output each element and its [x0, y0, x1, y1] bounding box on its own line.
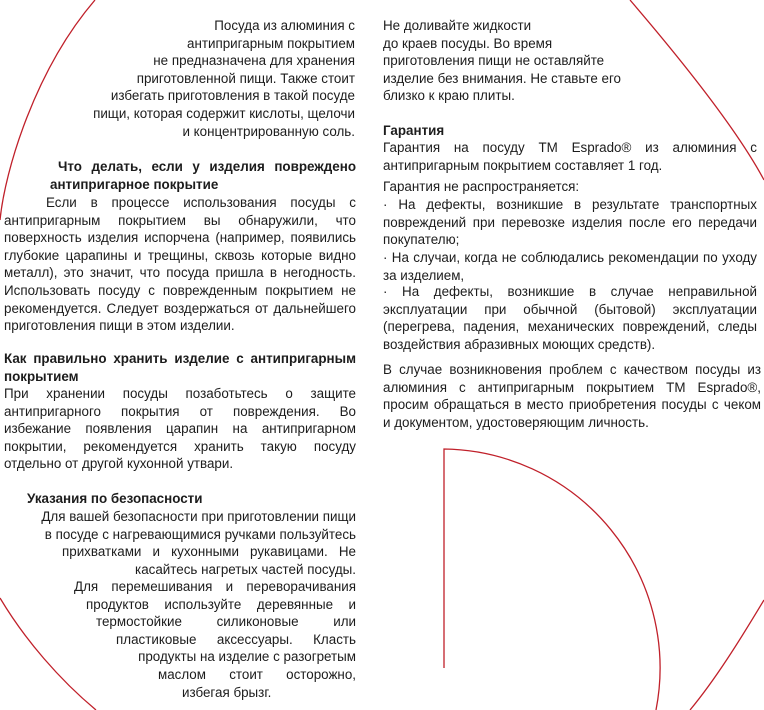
right-top-line: близко к краю плиты. — [383, 88, 515, 104]
intro-line: и концентрированную соль. — [182, 123, 355, 139]
damaged-coating-text: Если в процессе использования посуды с антипригарным покрытием вы обнаружили, что поверхность изделия испорчена (например, появились глубокие царапины и трещины, сквозь которые видно металл), это значит, что посуда пришла в негодность. Использовать посуду с поврежденным покрытием не рекомендуется. Следует воздержаться от дальнейшего приготовления пищи в этом изделии. — [4, 195, 356, 334]
right-top-line: изделие без внимания. Не ставьте его — [383, 70, 621, 86]
intro-line: приготовленной пищи. Также стоит — [136, 70, 355, 86]
right-lower-arc-line — [690, 600, 764, 710]
safety-line: в посуде с нагревающимися ручками пользуйтесь — [44, 526, 356, 542]
intro-line: не предназначена для хранения — [153, 53, 355, 69]
not-covered-item-3: · На дефекты, возникшие в случае неправильной эксплуатации при обычной (бытовой) эксплуатации (перегрева, падения, механических повреждений, следы воздействия абразивных моющих средств). — [383, 284, 757, 352]
not-covered-item-1: · На дефекты, возникшие в результате транспортных повреждений при перевозке изделия после его передачи покупателю; — [383, 197, 757, 248]
safety-line: термостойкие силиконовые или — [96, 614, 356, 630]
safety-heading: Указания по безопасности — [27, 491, 203, 506]
safety-line: избегая брызг. — [182, 684, 272, 700]
not-covered-intro: Гарантия не распространяется: — [383, 179, 580, 194]
intro-line: избегать приготовления в такой посуде — [110, 88, 355, 104]
intro-line: пищи, которая содержит кислоты, щелочи — [93, 105, 355, 121]
safety-line: Для вашей безопасности при приготовлении пищи — [41, 509, 356, 524]
right-top-line: Не доливайте жидкости — [383, 18, 532, 33]
safety-paragraph-1 — [20, 508, 356, 578]
safety-line: касайтесь нагретых частей посуды. — [135, 561, 356, 577]
safety-line: маслом стоит осторожно, — [158, 666, 356, 682]
quarter-circle-outline — [444, 449, 660, 710]
storage-heading: Как правильно хранить изделие с антипригарным покрытием — [4, 351, 356, 384]
storage-text: При хранении посуды позаботьтесь о защите антипригарного покрытия от повреждения. Во избежание появления царапин на антипригарном покрытии, рекомендуется хранить такую посуду отдельно от другой кухонной утвари. — [4, 386, 356, 472]
damaged-coating-heading: Что делать, если у изделия повреждено антипригарное покрытие — [50, 159, 356, 192]
safety-line: продукты на изделие с разогретым — [138, 649, 356, 665]
safety-line: прихватками и кухонными рукавицами. Не — [62, 544, 356, 560]
safety-line: пластиковые аксессуары. Класть — [116, 631, 356, 647]
right-top-paragraph — [383, 17, 683, 105]
contact-text: В случае возникновения проблем с качеством посуды из алюминия с антипригарным покрытием ТМ Esprado®, просим обращаться в место приобретения посуды с чеком и документом, удостоверяющим личность. — [383, 362, 761, 430]
safety-paragraph-2 — [60, 578, 356, 701]
right-top-line: до краев посуды. Во время — [383, 35, 553, 51]
right-top-line: приготовления пищи не оставляйте — [383, 53, 605, 69]
warranty-heading: Гарантия — [383, 123, 445, 138]
intro-paragraph — [60, 17, 355, 140]
safety-line: Для перемешивания и переворачивания — [74, 579, 356, 594]
intro-line: антипригарным покрытием — [187, 35, 355, 51]
not-covered-item-2: · На случаи, когда не соблюдались рекомендации по уходу за изделием, — [383, 250, 757, 283]
safety-line: продуктов используйте деревянные и — [86, 596, 356, 612]
warranty-text: Гарантия на посуду ТМ Esprado® из алюминия с антипригарным покрытием составляет 1 год. — [383, 140, 757, 173]
intro-line: Посуда из алюминия с — [214, 18, 355, 33]
